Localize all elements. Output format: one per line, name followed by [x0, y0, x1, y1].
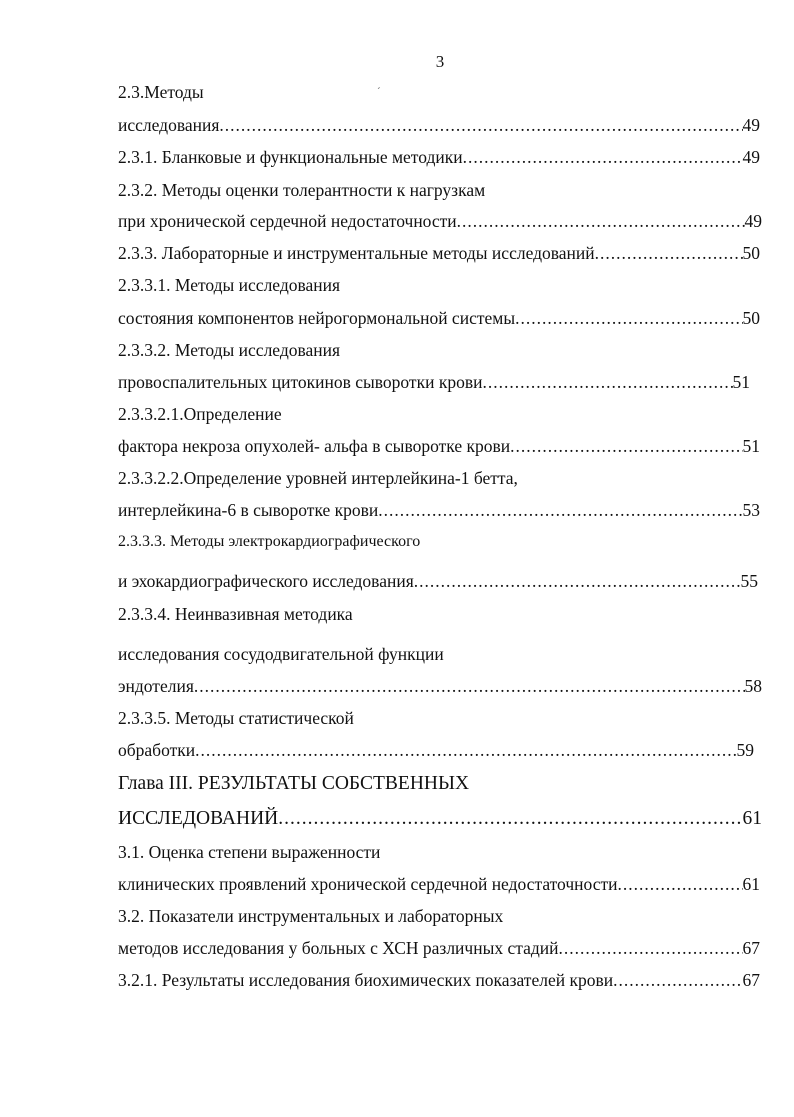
toc-entry: [118, 433, 760, 459]
toc-page-number: 51: [742, 436, 760, 456]
toc-entry: [118, 240, 760, 266]
toc-entry: [118, 369, 750, 395]
toc-entry-title: 2.3.Методы: [118, 82, 204, 102]
toc-page-number: 49: [744, 211, 762, 231]
toc-entry-text: исследования: [118, 115, 220, 135]
toc-entry-text: фактора некроза опухолей- альфа в сыворотке крови: [118, 436, 511, 456]
toc-entry-text: провоспалительных цитокинов сыворотки крови: [118, 372, 483, 392]
toc-page-number: 58: [744, 676, 762, 696]
toc-page-number: 50: [742, 308, 760, 328]
leader-dots: [457, 208, 745, 234]
toc-entry: [118, 871, 760, 897]
leader-dots: [482, 369, 732, 395]
leader-dots: [414, 568, 741, 594]
toc-entry: [118, 673, 762, 699]
toc-entry-text: ИССЛЕДОВАНИЙ: [118, 808, 279, 829]
leader-dots: [463, 144, 743, 170]
toc-entry: [118, 935, 760, 961]
toc-entry: [118, 967, 760, 993]
toc-page-number: 59: [736, 740, 754, 760]
toc-entry: [118, 568, 758, 594]
leader-dots: [510, 433, 742, 459]
chapter-title: Глава III. РЕЗУЛЬТАТЫ СОБСТВЕННЫХ: [118, 773, 470, 794]
leader-dots: [219, 112, 742, 138]
toc-entry-title: 2.3.3.3. Методы электрокардиографического: [118, 533, 421, 550]
toc-page-number: 49: [742, 147, 760, 167]
toc-entry-text: и эхокардиографического исследования: [118, 571, 414, 591]
leader-dots: [559, 935, 743, 961]
toc-entry: [118, 144, 760, 170]
leader-dots: [613, 967, 742, 993]
toc-entry: [118, 737, 754, 763]
toc-entry-text: 2.3.3. Лабораторные и инструментальные методы исследований: [118, 243, 595, 263]
leader-dots: [278, 806, 742, 832]
page-number: 3: [435, 52, 445, 71]
toc-entry-text: эндотелия: [118, 676, 194, 696]
toc-entry: [118, 112, 760, 138]
toc-page-number: 67: [742, 938, 760, 958]
leader-dots: [194, 673, 745, 699]
toc-entry-text: методов исследования у больных с ХСН различных стадий: [118, 938, 559, 958]
toc-page-number: 51: [732, 372, 750, 392]
leader-dots: [617, 871, 742, 897]
toc-entry: [118, 497, 760, 523]
toc-page-number: 50: [742, 243, 760, 263]
toc-entry: [118, 208, 762, 234]
toc-page-number: 61: [742, 808, 762, 829]
toc-entry-title: 2.3.2. Методы оценки толерантности к нагрузкам: [118, 180, 486, 200]
toc-page-number: 55: [740, 571, 758, 591]
leader-dots: [195, 737, 736, 763]
toc-entry-title: 3.1. Оценка степени выраженности: [118, 842, 381, 862]
toc-entry-title: 3.2. Показатели инструментальных и лабораторных: [118, 906, 504, 926]
toc-entry-title: 2.3.3.2.2.Определение уровней интерлейкина-1 бетта,: [118, 468, 518, 488]
leader-dots: [378, 497, 742, 523]
toc-entry-text: 2.3.1. Бланковые и функциональные методики: [118, 147, 463, 167]
toc-page-number: 49: [742, 115, 760, 135]
toc-entry-title: 2.3.3.2. Методы исследования: [118, 340, 341, 360]
toc-entry-text: при хронической сердечной недостаточности: [118, 211, 457, 231]
toc-page-number: 61: [742, 874, 760, 894]
toc-entry-subtitle: исследования сосудодвигательной функции: [118, 644, 444, 664]
toc-entry-title: 2.3.3.4. Неинвазивная методика: [118, 604, 353, 624]
leader-dots: [595, 240, 743, 266]
toc-entry-text: 3.2.1. Результаты исследования биохимических показателей крови: [118, 970, 614, 990]
toc-entry-title: 2.3.3.5. Методы статистической: [118, 708, 354, 728]
toc-entry-text: обработки: [118, 740, 196, 760]
toc-entry-text: клинических проявлений хронической сердечной недостаточности: [118, 874, 618, 894]
toc-entry-text: интерлейкина-6 в сыворотке крови: [118, 500, 379, 520]
toc-entry-text: состояния компонентов нейрогормональной системы: [118, 308, 516, 328]
toc-entry-title: 2.3.3.1. Методы исследования: [118, 275, 341, 295]
toc-entry: [118, 806, 762, 832]
leader-dots: [515, 305, 742, 331]
toc-entry-title: 2.3.3.2.1.Определение: [118, 404, 282, 424]
toc-page-number: 53: [742, 500, 760, 520]
toc-entry: [118, 305, 760, 331]
stray-mark: ˊ: [377, 86, 381, 98]
toc-page-number: 67: [742, 970, 760, 990]
